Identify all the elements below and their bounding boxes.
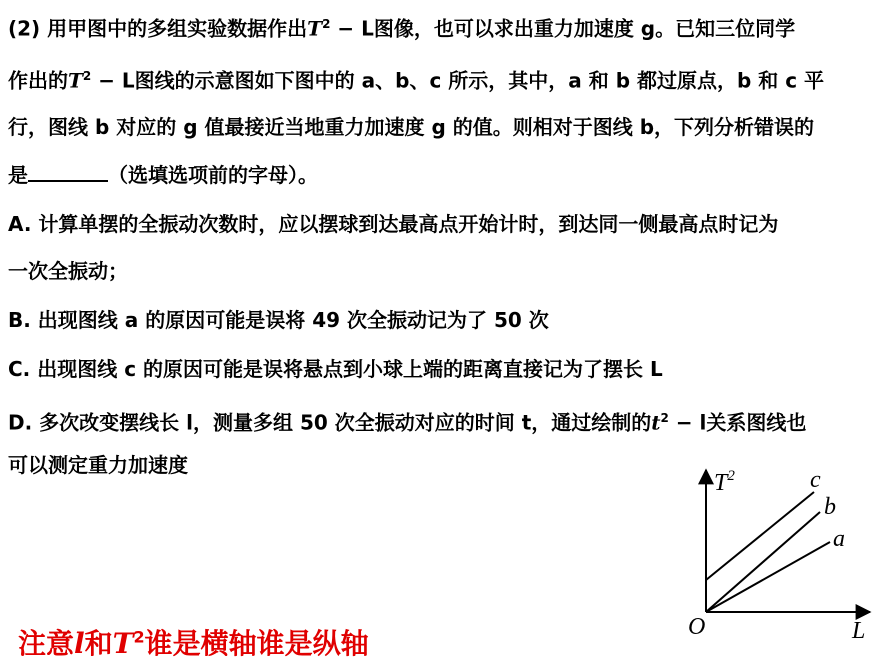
y-axis-label: $T^2$ [714, 468, 735, 496]
note-text: 谁是横轴谁是纵轴 [144, 627, 369, 660]
red-note [18, 622, 369, 662]
answer-blank [28, 160, 108, 182]
note-math-t: T [112, 627, 134, 660]
option-a: A. 计算单摆的全振动次数时，应以摆球到达最高点开始计时，到达同一侧最高点时记为 [8, 212, 779, 236]
line-b [706, 512, 820, 612]
question-line-2 [8, 62, 881, 95]
line-a-label: a [833, 526, 845, 552]
math-t: T [68, 68, 83, 93]
option-b-line [8, 306, 881, 334]
question-line-1 [8, 10, 881, 43]
question-text: − L图线的示意图如下图中的 a、b、c 所示，其中，a 和 b 都过原点，b 和 c 平 [91, 68, 825, 93]
question-text: (2) 用甲图中的多组实验数据作出 [8, 16, 308, 41]
math-t: t [651, 410, 661, 435]
line-b-label: b [824, 494, 836, 520]
note-math-l: l [74, 627, 85, 660]
option-a-line-1 [8, 210, 881, 238]
question-text: − L图像，也可以求出重力加速度 g。已知三位同学 [330, 16, 796, 41]
option-c: C. 出现图线 c 的原因可能是误将悬点到小球上端的距离直接记为了摆长 L [8, 357, 663, 381]
option-a-line-2 [8, 257, 881, 285]
note-text: 注意 [18, 627, 75, 660]
option-d: D. 多次改变摆线长 l，测量多组 50 次全振动对应的时间 t，通过绘制的 [8, 410, 652, 435]
note-superscript: 2 [133, 627, 145, 647]
option-b: B. 出现图线 a 的原因可能是误将 49 次全振动记为了 50 次 [8, 308, 549, 332]
line-c-label: c [810, 467, 821, 493]
question-text: 行，图线 b 对应的 g 值最接近当地重力加速度 g 的值。则相对于图线 b，下列分析错误的 [8, 115, 815, 139]
t2-l-graph [690, 462, 880, 642]
line-a [706, 542, 830, 612]
question-line-4 [8, 160, 881, 189]
math-superscript: 2 [660, 411, 669, 425]
option-a-continued: 一次全振动； [8, 259, 128, 283]
question-text: 是 [8, 163, 28, 187]
option-d-text: − l关系图线也 [668, 410, 807, 435]
question-text: 作出的 [8, 68, 68, 93]
x-axis-label: L [852, 618, 866, 644]
math-superscript: 2 [82, 69, 92, 83]
line-c [706, 492, 814, 580]
option-c-line [8, 355, 881, 383]
note-text: 和 [84, 627, 113, 660]
option-d-continued: 可以测定重力加速度 [8, 453, 188, 477]
question-line-3 [8, 113, 881, 141]
question-text: （选填选项前的字母）。 [108, 163, 318, 187]
math-superscript: 2 [322, 17, 331, 31]
math-t: T [307, 16, 323, 41]
origin-label: O [688, 614, 706, 640]
option-d-line-1 [8, 404, 881, 437]
